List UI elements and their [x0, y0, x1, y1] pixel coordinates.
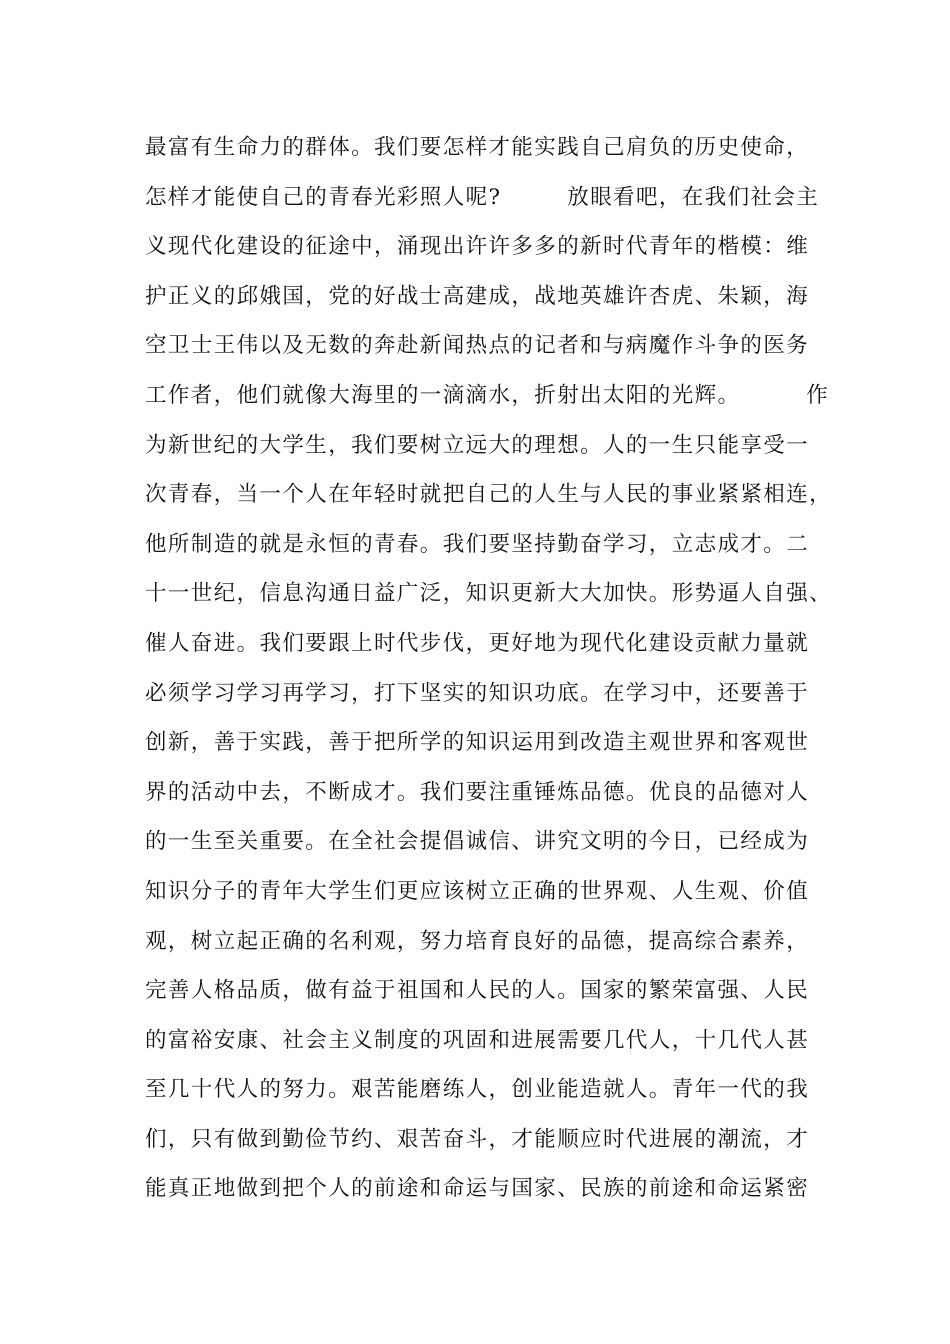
text-line-10: 十一世纪，信息沟通日益广泛，知识更新大大加快。形势逼人自强、: [145, 581, 833, 607]
text-line-21: 们，只有做到勤俭节约、艰苦奋斗，才能顺应时代进展的潮流，才: [145, 1126, 810, 1152]
text-line-4: 护正义的邱娥国，党的好战士高建成，战地英雄许杏虎、朱颖，海: [145, 283, 810, 309]
text-line-17: 观，树立起正确的名利观，努力培育良好的品德，提高综合素养，: [145, 928, 810, 954]
text-line-7: 为新世纪的大学生，我们要树立远大的理想。人的一生只能享受一: [145, 432, 810, 458]
text-line-8: 次青春，当一个人在年轻时就把自己的人生与人民的事业紧紧相连，: [145, 482, 833, 508]
body-text: [145, 128, 833, 1219]
text-line-13: 创新，善于实践，善于把所学的知识运用到改造主观世界和客观世: [145, 730, 810, 756]
text-line-9: 他所制造的就是永恒的青春。我们要坚持勤奋学习，立志成才。二: [145, 531, 810, 557]
text-line-11: 催人奋进。我们要跟上时代步伐，更好地为现代化建设贡献力量就: [145, 630, 810, 656]
text-line-18: 完善人格品质，做有益于祖国和人民的人。国家的繁荣富强、人民: [145, 978, 810, 1004]
text-line-5: 空卫士王伟以及无数的奔赴新闻热点的记者和与病魔作斗争的医务: [145, 333, 810, 359]
text-line-6: 工作者，他们就像大海里的一滴滴水，折射出太阳的光辉。 作: [145, 382, 830, 408]
text-line-22: 能真正地做到把个人的前途和命运与国家、民族的前途和命运紧密: [145, 1176, 810, 1202]
text-line-16: 知识分子的青年大学生们更应该树立正确的世界观、人生观、价值: [145, 878, 810, 904]
text-line-20: 至几十代人的努力。艰苦能磨练人，创业能造就人。青年一代的我: [145, 1077, 810, 1103]
text-line-12: 必须学习学习再学习，打下坚实的知识功底。在学习中，还要善于: [145, 680, 810, 706]
text-line-14: 界的活动中去，不断成才。我们要注重锤炼品德。优良的品德对人: [145, 779, 810, 805]
text-line-15: 的一生至关重要。在全社会提倡诚信、讲究文明的今日，已经成为: [145, 829, 810, 855]
text-line-3: 义现代化建设的征途中，涌现出许许多多的新时代青年的楷模：维: [145, 234, 810, 260]
text-line-2: 怎样才能使自己的青春光彩照人呢? 放眼看吧，在我们社会主: [145, 184, 820, 210]
text-line-1: 最富有生命力的群体。我们要怎样才能实践自己肩负的历史使命，: [145, 135, 810, 160]
text-line-19: 的富裕安康、社会主义制度的巩固和进展需要几代人，十几代人甚: [145, 1027, 810, 1053]
